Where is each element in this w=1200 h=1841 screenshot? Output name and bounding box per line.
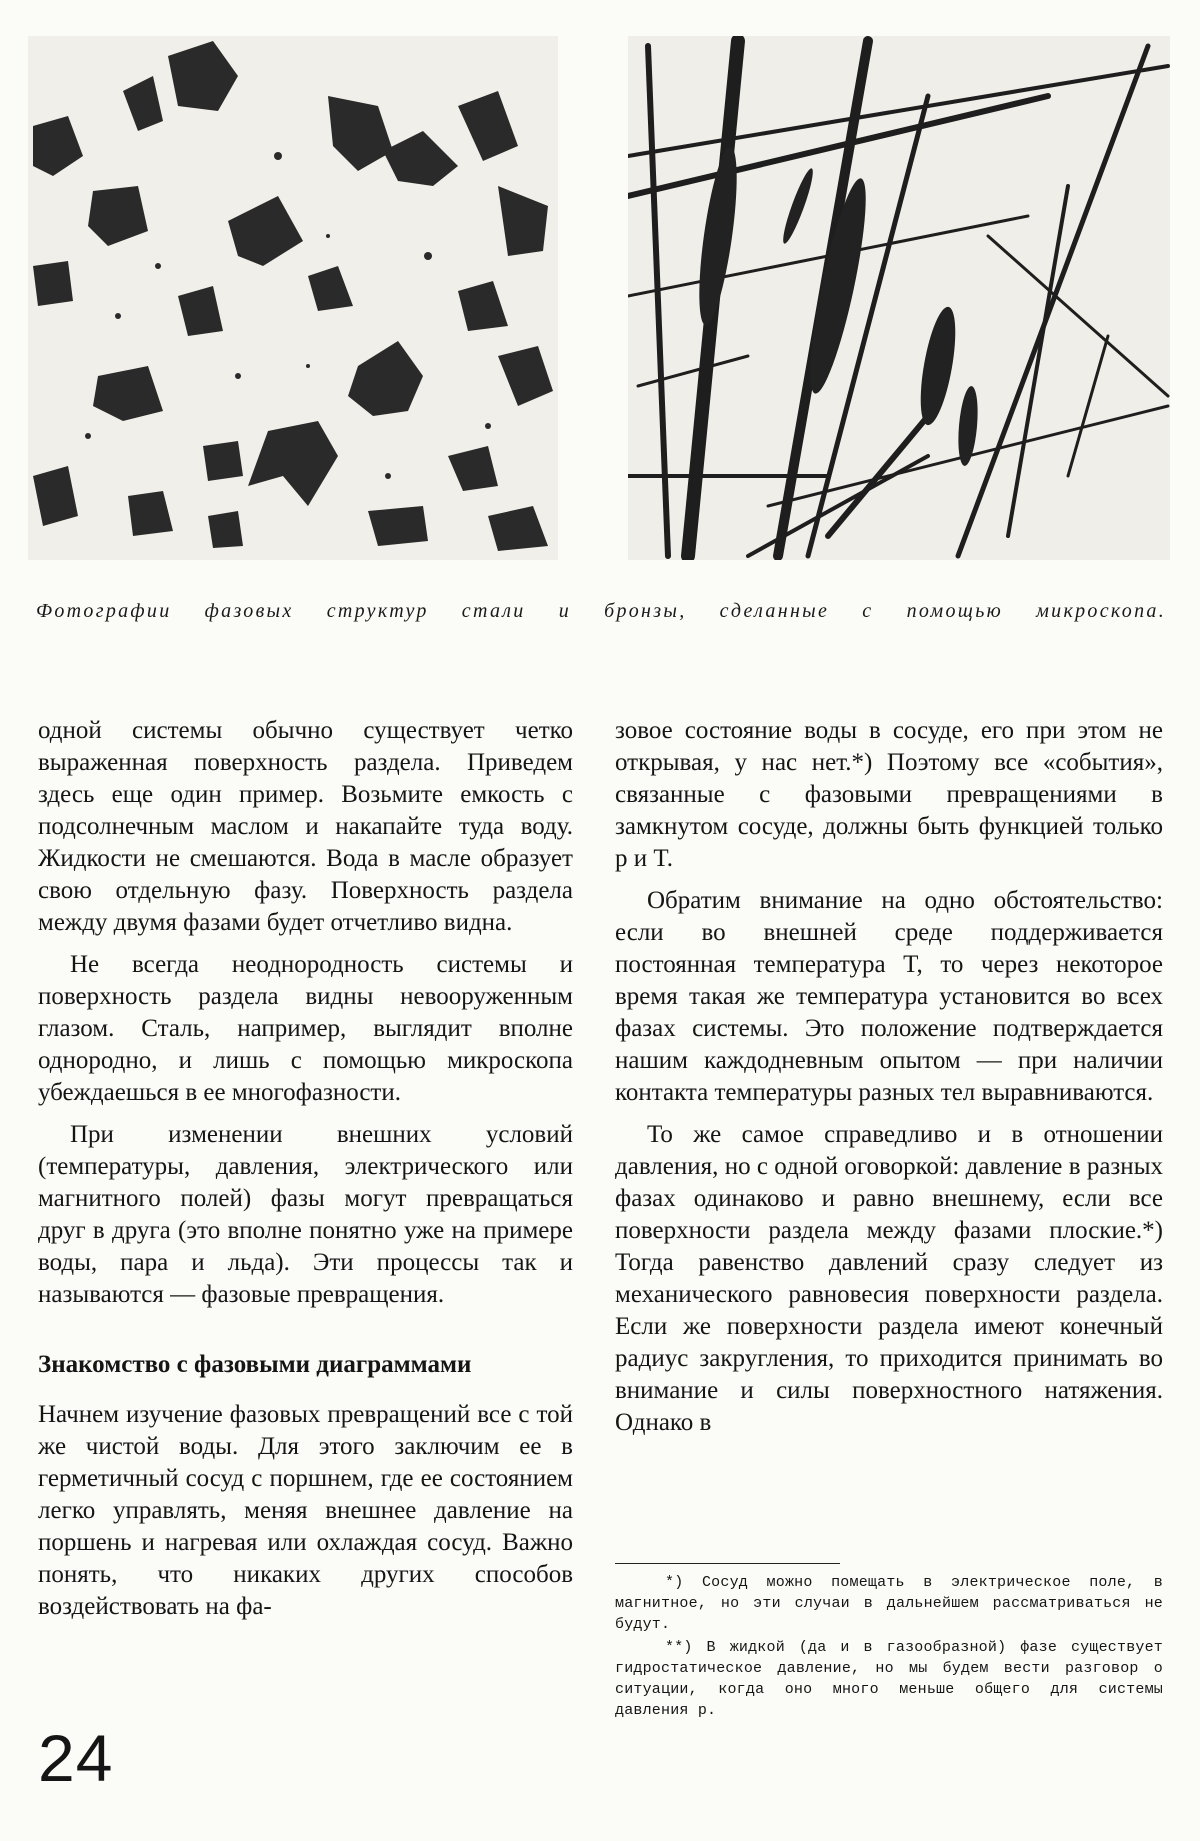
right-column [615, 715, 1163, 1439]
paragraph: Начнем изучение фазовых превращений все с той же чистой воды. Для этого заключим ее в герметичный сосуд с поршнем, где ее состоянием легко управлять, меняя внешнее давление на поршень и нагревая или охлаждая сосуд. Важно понять, что никаких других способов воздействовать на фа- [38, 1401, 573, 1620]
steel-microstructure-photo [28, 36, 558, 560]
paragraph: Обратим внимание на одно обстоятельство: если во внешней среде поддерживается постоянная температура T, то через некоторое время такая же температура установится во всех фазах системы. Это положение подтверждается нашим каждодневным опытом — при наличии контакта температуры разных тел выравниваются. [615, 887, 1163, 1106]
paragraph: При изменении внешних условий (температуры, давления, электрического или магнитного полей) фазы могут превращаться друг в друга (это вполне понятно уже на примере воды, пара и льда). Эти процессы так и называются — фазовые превращения. [38, 1121, 573, 1308]
bronze-microstructure-photo [628, 36, 1170, 560]
figure-caption: Фотографии фазовых структур стали и бронзы, сделанные с помощью микроскопа. [36, 600, 1166, 622]
paragraph: То же самое справедливо и в отношении давления, но с одной оговоркой: давление в разных фазах одинаково и равно внешнему, если все поверхности раздела между фазами плоские.*) Тогда равенство давлений сразу следует из механического равновесия поверхности раздела. Если же поверхности раздела имеют конечный радиус закругления, то приходится принимать во внимание и силы поверхностного натяжения. Однако в [615, 1121, 1163, 1436]
footnotes [615, 1563, 1163, 1721]
paragraph: зовое состояние воды в сосуде, его при этом не открывая, у нас нет.*) Поэтому все «события», связанные с фазовыми превращениями в замкнутом сосуде, должны быть функцией только p и T. [615, 717, 1163, 872]
section-heading: Знакомство с фазовыми диаграммами [38, 1351, 472, 1378]
left-column [38, 715, 573, 1623]
footnote-divider [615, 1563, 840, 1564]
footnote: *) Сосуд можно помещать в электрическое поле, в магнитное, но эти случаи в дальнейшем рассматриваться не будут. [615, 1574, 1163, 1633]
paragraph: Не всегда неоднородность системы и поверхность раздела видны невооруженным глазом. Сталь, например, выглядит вполне однородно, и лишь с помощью микроскопа убеждаешься в ее многофазности. [38, 951, 573, 1106]
footnote: **) В жидкой (да и в газообразной) фазе существует гидростатическое давление, но мы будем вести разговор о ситуации, когда оно много меньше общего для системы давления p. [615, 1639, 1163, 1719]
page-number: 24 [38, 1721, 114, 1795]
paragraph: одной системы обычно существует четко выраженная поверхность раздела. Приведем здесь еще один пример. Возьмите емкость с подсолнечным маслом и накапайте туда воду. Жидкости не смешаются. Вода в масле образует свою отдельную фазу. Поверхность раздела между двумя фазами будет отчетливо видна. [38, 717, 573, 936]
